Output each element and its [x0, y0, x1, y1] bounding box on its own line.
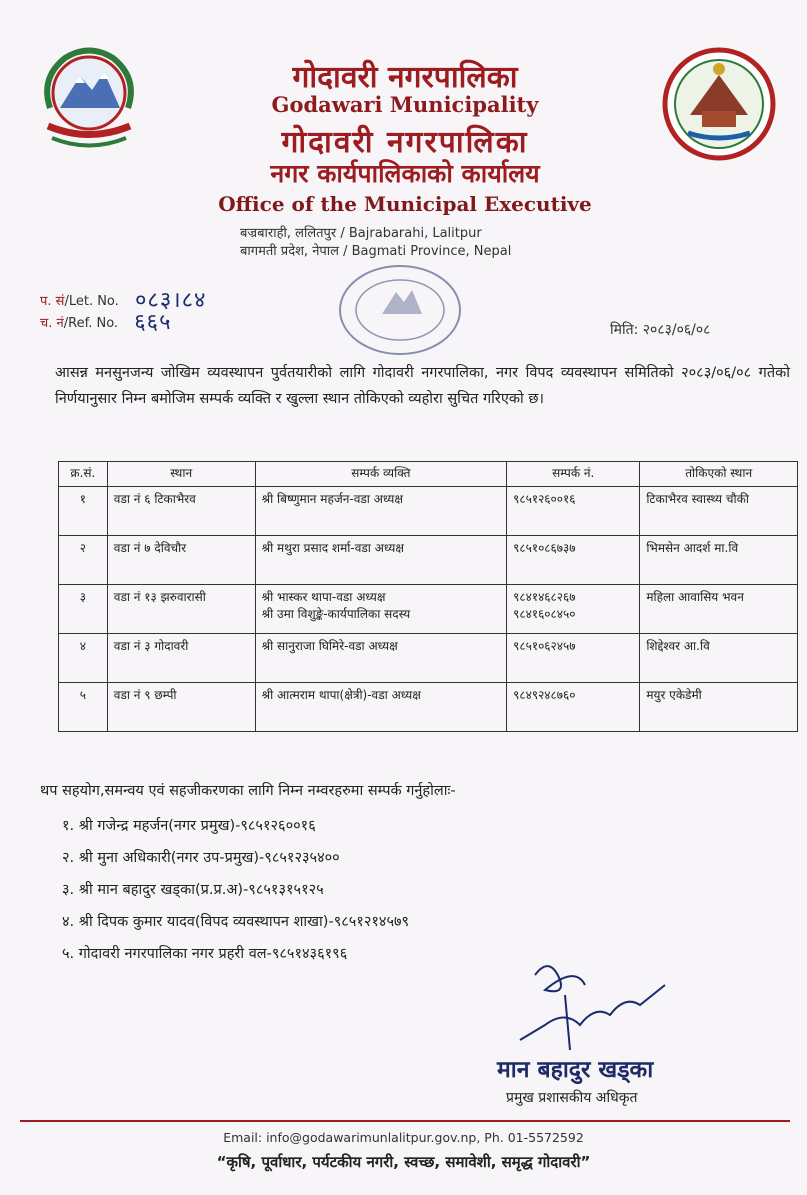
ref-number-value: ६६५ [134, 310, 172, 335]
contact-phone: ९८४९२४८७६० [513, 688, 576, 702]
additional-contacts-intro: थप सहयोग,समन्वय एवं सहजीकरणका लागि निम्न नम्वरहरुमा सम्पर्क गर्नुहोलाः- [40, 783, 456, 799]
signatory-name: मान बहादुर खड्का [497, 1057, 654, 1083]
cell-site: भिमसेन आदर्श मा.वि [640, 536, 798, 585]
cell-person [255, 634, 507, 683]
municipality-name-english: Godawari Municipality [271, 92, 539, 117]
cell-sn: ३ [59, 585, 108, 634]
cell-site: टिकाभैरव स्वास्थ्य चौकी [640, 487, 798, 536]
address-line-1: बज्रबाराही, ललितपुर / Bajrabarahi, Lalitpur [240, 226, 482, 241]
footer-contact: Email: info@godawarimunlalitpur.gov.np, Ph. 01-5572592 [223, 1130, 584, 1145]
table-row [59, 585, 798, 634]
header-sn: क्र.सं. [59, 462, 108, 487]
nepal-emblem-logo [30, 38, 148, 156]
table-row [59, 536, 798, 585]
header-site: तोकिएको स्थान [640, 462, 798, 487]
signatory-title: प्रमुख प्रशासकीय अधिकृत [506, 1090, 638, 1106]
address-line-2: बागमती प्रदेश, नेपाल / Bagmati Province, Nepal [240, 244, 512, 259]
contact-phone: ९८४१४६८२६७ [513, 590, 576, 604]
handwritten-signature [505, 955, 675, 1060]
ref-label-en: Ref. No. [68, 316, 119, 331]
list-item: १. श्री गजेन्द्र महर्जन(नगर प्रमुख)-९८५१२६००१६ [62, 818, 316, 834]
table-row [59, 487, 798, 536]
cell-person [255, 536, 507, 585]
cell-phone [507, 585, 640, 634]
contact-person: श्री बिष्णुमान महर्जन-वडा अध्यक्ष [261, 492, 403, 506]
cell-person [255, 585, 507, 634]
contact-phone: ९८५१२६००१६ [513, 492, 576, 506]
cell-sn: २ [59, 536, 108, 585]
municipality-name-nepali: गोदावरी नगरपालिका [292, 60, 518, 95]
letter-label-en: Let. No. [68, 294, 119, 309]
table-header-row [59, 462, 798, 487]
cell-site: शिद्देश्वर आ.वि [640, 634, 798, 683]
cell-phone [507, 536, 640, 585]
cell-place: वडा नं १३ झरुवारासी [107, 585, 255, 634]
municipality-name-script: गोदावरी नगरपालिका [281, 125, 529, 160]
cell-phone [507, 487, 640, 536]
cell-person [255, 487, 507, 536]
list-item: २. श्री मुना अधिकारी(नगर उप-प्रमुख)-९८५१२३५४०० [62, 850, 340, 866]
header-person: सम्पर्क व्यक्ति [255, 462, 507, 487]
list-item: ५. गोदावरी नगरपालिका नगर प्रहरी वल-९८५१४३६१९६ [62, 946, 348, 962]
list-item: ३. श्री मान बहादुर खड्का(प्र.प्र.अ)-९८५१३१५१२५ [62, 882, 324, 898]
header-place: स्थान [107, 462, 255, 487]
notice-paragraph: आसन्न मनसुनजन्य जोखिम व्यवस्थापन पुर्वतयारीको लागि गोदावरी नगरपालिका, नगर विपद व्यवस्थापन समितिको २०८३/०६/०८ गतेको निर्णयानुसार निम्न बमोजिम सम्पर्क व्यक्ति र खुल्ला स्थान तोकिएको व्यहोरा सुचित गरिएको छ। [55, 365, 790, 407]
letter-label-np: प. सं [40, 294, 65, 309]
footer-divider [20, 1120, 790, 1122]
letter-date: मिति: २०८३/०६/०८ [610, 322, 711, 338]
table-row [59, 634, 798, 683]
contact-person: श्री आत्मराम थापा(क्षेत्री)-वडा अध्यक्ष [261, 688, 421, 702]
cell-person [255, 683, 507, 732]
godawari-municipality-seal [660, 45, 778, 163]
contact-phone: ९८५१०६२४५७ [513, 639, 576, 653]
contact-phone: ९८५१०८६७३७ [513, 541, 576, 555]
list-item: ४. श्री दिपक कुमार यादव(विपद व्यवस्थापन शाखा)-९८५१२१४५७९ [62, 914, 410, 930]
cell-phone [507, 634, 640, 683]
contact-person: श्री मथुरा प्रसाद शर्मा-वडा अध्यक्ष [261, 541, 404, 555]
ref-label-np: च. नं [40, 316, 64, 331]
cell-place: वडा नं ९ छम्पी [107, 683, 255, 732]
letter-number: प. सं/Let. No. ०८३।८४ [40, 288, 207, 313]
cell-place: वडा नं ६ टिकाभैरव [107, 487, 255, 536]
contact-person: श्री सानुराजा घिमिरे-वडा अध्यक्ष [261, 639, 398, 653]
cell-place: वडा नं ३ गोदावरी [107, 634, 255, 683]
header-phone: सम्पर्क नं. [507, 462, 640, 487]
cell-phone [507, 683, 640, 732]
contact-table [58, 461, 798, 732]
cell-place: वडा नं ७ देविचौर [107, 536, 255, 585]
additional-contacts-list [62, 815, 409, 975]
letter-number-value: ०८३।८४ [134, 288, 207, 313]
reference-number: च. नं/Ref. No. ६६५ [40, 310, 172, 335]
cell-sn: ५ [59, 683, 108, 732]
cell-site: महिला आवासिय भवन [640, 585, 798, 634]
cell-sn: १ [59, 487, 108, 536]
contact-phone-2: ९८४१६०८४५० [513, 607, 576, 621]
office-name-english: Office of the Municipal Executive [218, 192, 592, 216]
cell-site: मयुर एकेडेमी [640, 683, 798, 732]
office-name-nepali: नगर कार्यपालिकाको कार्यालय [270, 159, 540, 188]
contact-person-2: श्री उमा विशुङ्के-कार्यपालिका सदस्य [261, 607, 411, 621]
office-stamp [330, 252, 470, 360]
table-row [59, 683, 798, 732]
footer-slogan: “कृषि, पूर्वाधार, पर्यटकीय नगरी, स्वच्छ, समावेशी, समृद्ध गोदावरी” [216, 1153, 591, 1171]
cell-sn: ४ [59, 634, 108, 683]
contact-person: श्री भास्कर थापा-वडा अध्यक्ष [261, 590, 386, 604]
